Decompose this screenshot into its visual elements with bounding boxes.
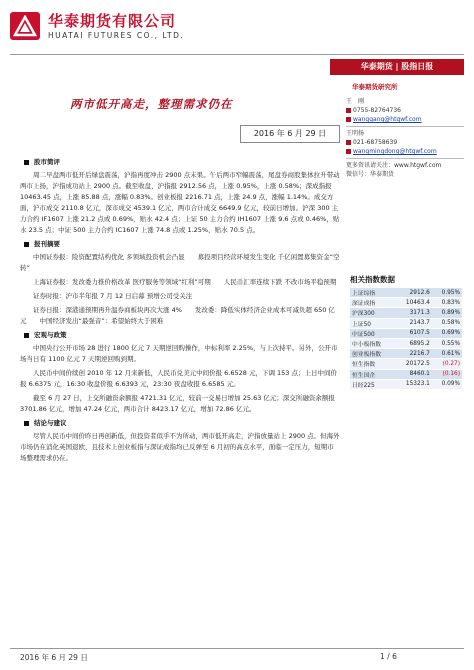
company-logo	[10, 12, 40, 40]
contact-line	[346, 106, 464, 115]
index-value: 20172.5	[394, 359, 432, 369]
paragraph: 证券时报：沪市半年报 7 月 12 日启幕 预增公司受关注	[33, 292, 193, 300]
index-change: 0.83%	[432, 298, 462, 308]
report-type-bar: 华泰期货 | 股指日报	[330, 59, 464, 75]
sidebar-divider	[346, 126, 464, 127]
contact-sidebar	[346, 82, 464, 179]
contact-line	[346, 97, 464, 106]
paragraph: 证券日报：深港通预期再升温券商板块再次大涨 4% 发改委：降低实体经济企业成本可减负超 650 亿元 中国经济发出“最强音”：希望始终大于困难	[20, 306, 335, 325]
section-heading: 报刊摘要	[20, 239, 340, 250]
phone-icon	[346, 140, 351, 145]
index-name: 沪深300	[350, 308, 394, 318]
paragraph: 中国证券报：险资配置结构优化 多领域投资机会凸显 募投项目经营环境发生变化 千亿闲置募集资金“空转”	[20, 253, 340, 272]
index-value: 3171.3	[394, 308, 432, 318]
section-heading: 股市简评	[20, 157, 340, 168]
table-row	[350, 308, 462, 318]
index-name: 日经225	[350, 379, 394, 389]
header-divider	[10, 54, 464, 55]
paragraph: 尽管人民币中间价昨日再创新低，但投资者似乎不为所动，两市低开高走，沪指放量站上 2900 点。但海外市场仍在消化英国退欧，且技术上创业板指与深证成指均已反弹至 6 月初的高点水平，面临一定压力，短期市场整理需求仍在。	[20, 432, 340, 462]
email-icon	[346, 149, 351, 154]
contact-line	[346, 161, 464, 170]
contact-text: 0755-82764736	[353, 107, 401, 114]
index-change: 0.69%	[432, 328, 462, 338]
contact-line	[346, 138, 464, 147]
sidebar-divider	[346, 158, 464, 159]
contact-line[interactable]	[346, 147, 464, 156]
table-row	[350, 349, 462, 359]
index-table	[350, 288, 462, 390]
index-change: (0.27)	[432, 359, 462, 369]
index-change: 0.89%	[432, 308, 462, 318]
index-change: 0.58%	[432, 318, 462, 328]
table-row	[350, 379, 462, 389]
email-link[interactable]: wanggang@htgwf.com	[353, 116, 422, 123]
index-name: 上证50	[350, 318, 394, 328]
index-value: 6895.2	[394, 338, 432, 348]
contact-line	[346, 129, 464, 138]
index-value: 8460.1	[394, 369, 432, 379]
index-name: 深证成指	[350, 298, 394, 308]
paragraph: 上海证券报：发改委力推价格改革 医疗服务等领域“红利”可期 人民币汇率连续下跌 不改市场平稳预期	[33, 278, 337, 286]
index-value: 15323.1	[394, 379, 432, 389]
research-org: 华泰期货研究所	[352, 83, 398, 91]
section-heading: 结论与建议	[20, 418, 340, 429]
footer-date: 2016 年 6 月 29 日	[20, 653, 88, 662]
email-icon	[346, 117, 351, 122]
company-name-cn: 华泰期货有限公司	[48, 12, 177, 30]
index-name: 恒生指数	[350, 359, 394, 369]
report-title: 两市低开高走，整理需求仍在	[70, 97, 233, 111]
index-name: 中小板指数	[350, 338, 394, 348]
email-link[interactable]: wangmingdong@htgwf.com	[353, 148, 437, 155]
contact-text: 微信号：华泰期货	[346, 171, 395, 178]
table-row	[350, 288, 462, 298]
index-value: 2143.7	[394, 318, 432, 328]
index-value: 6107.5	[394, 328, 432, 338]
report-date: 2016 年 6 月 29 日	[240, 125, 340, 143]
report-body	[20, 155, 340, 467]
index-name: 恒生国企	[350, 369, 394, 379]
index-value: 2912.6	[394, 288, 432, 298]
page-number: 1 / 6	[380, 652, 397, 661]
index-change: 0.55%	[432, 338, 462, 348]
index-value: 10463.4	[394, 298, 432, 308]
paragraph: 截至 6 月 27 日，上交所融资余额报 4721.31 亿元，较前一交易日增加 25.63 亿元；深交所融资余额报 3701.86 亿元，增加 47.24 亿元，两市合计 8423.17 亿元，增加 72.86 亿元。	[20, 394, 335, 413]
index-table-title: 相关指数数据	[350, 275, 395, 284]
index-change: 0.61%	[432, 349, 462, 359]
index-value: 2216.7	[394, 349, 432, 359]
contact-text: 021-68758639	[353, 139, 398, 146]
contact-text: 更多资讯请关注：www.htgwf.com	[346, 162, 442, 169]
paragraph: 人民币中间价续创 2010 年 12 月来新低，人民币兑美元中间价报 6.6528 元，下调 153 点；上日中间价报 6.6375 元，16:30 收盘价报 6.6393 元，23:30 夜盘收报 6.6585 元。	[20, 369, 337, 388]
index-change: (0.16)	[432, 369, 462, 379]
contact-line	[346, 170, 464, 179]
phone-icon	[346, 108, 351, 113]
section-heading: 宏观与政策	[20, 330, 340, 341]
table-row	[350, 369, 462, 379]
contact-text: 王 刚	[346, 98, 365, 105]
contact-line[interactable]	[346, 115, 464, 124]
footer-divider	[10, 648, 464, 649]
index-name: 上证综指	[350, 288, 394, 298]
paragraph: 中国央行公开市场 28 进行 1800 亿元 7 天期逆回购操作，中标利率 2.25%，与上次持平。另外，公开市场当日有 1100 亿元 7 天期逆回购到期。	[20, 344, 338, 363]
table-row	[350, 359, 462, 369]
contact-text: 王明扬	[346, 130, 365, 137]
paragraph: 周二早盘两市低开后绿盘震荡，沪指再度冲击 2900 点未果。午后两市窄幅震荡，尾盘券商股集体拉升带动两市上扬，沪指成功站上 2900 点。截至收盘，沪指报 2912.56 点，上涨 0.95%，上涨 0.58%；深成指报 10463.45 点，上涨 85.88 点，涨幅 0.83%。创业板报 2216.71 点，上涨 24.9 点，涨幅 1.14%。成交方面，沪市成交 2110.8 亿元，深市成交 4539.1 亿元，两市合计成交 6649.9 亿元，较前日增加。沪深 300 主力合约 IF1607 上涨 21.2 点或 0.69%，贴水 42.4 点；上证 50 主力合约 IH1607 上涨 9.6 点或 0.46%，贴水 23.5 点；中证 500 主力合约 IC1607 上涨 74.8 点或 1.25%，贴水 70.5 点。	[20, 171, 340, 234]
table-row	[350, 338, 462, 348]
table-row	[350, 298, 462, 308]
index-change: 0.95%	[432, 288, 462, 298]
table-row	[350, 318, 462, 328]
table-row	[350, 328, 462, 338]
index-name: 中证500	[350, 328, 394, 338]
index-name: 创业板指数	[350, 349, 394, 359]
index-change: 0.09%	[432, 379, 462, 389]
company-name-en: HUATAI FUTURES CO., LTD.	[48, 31, 185, 40]
